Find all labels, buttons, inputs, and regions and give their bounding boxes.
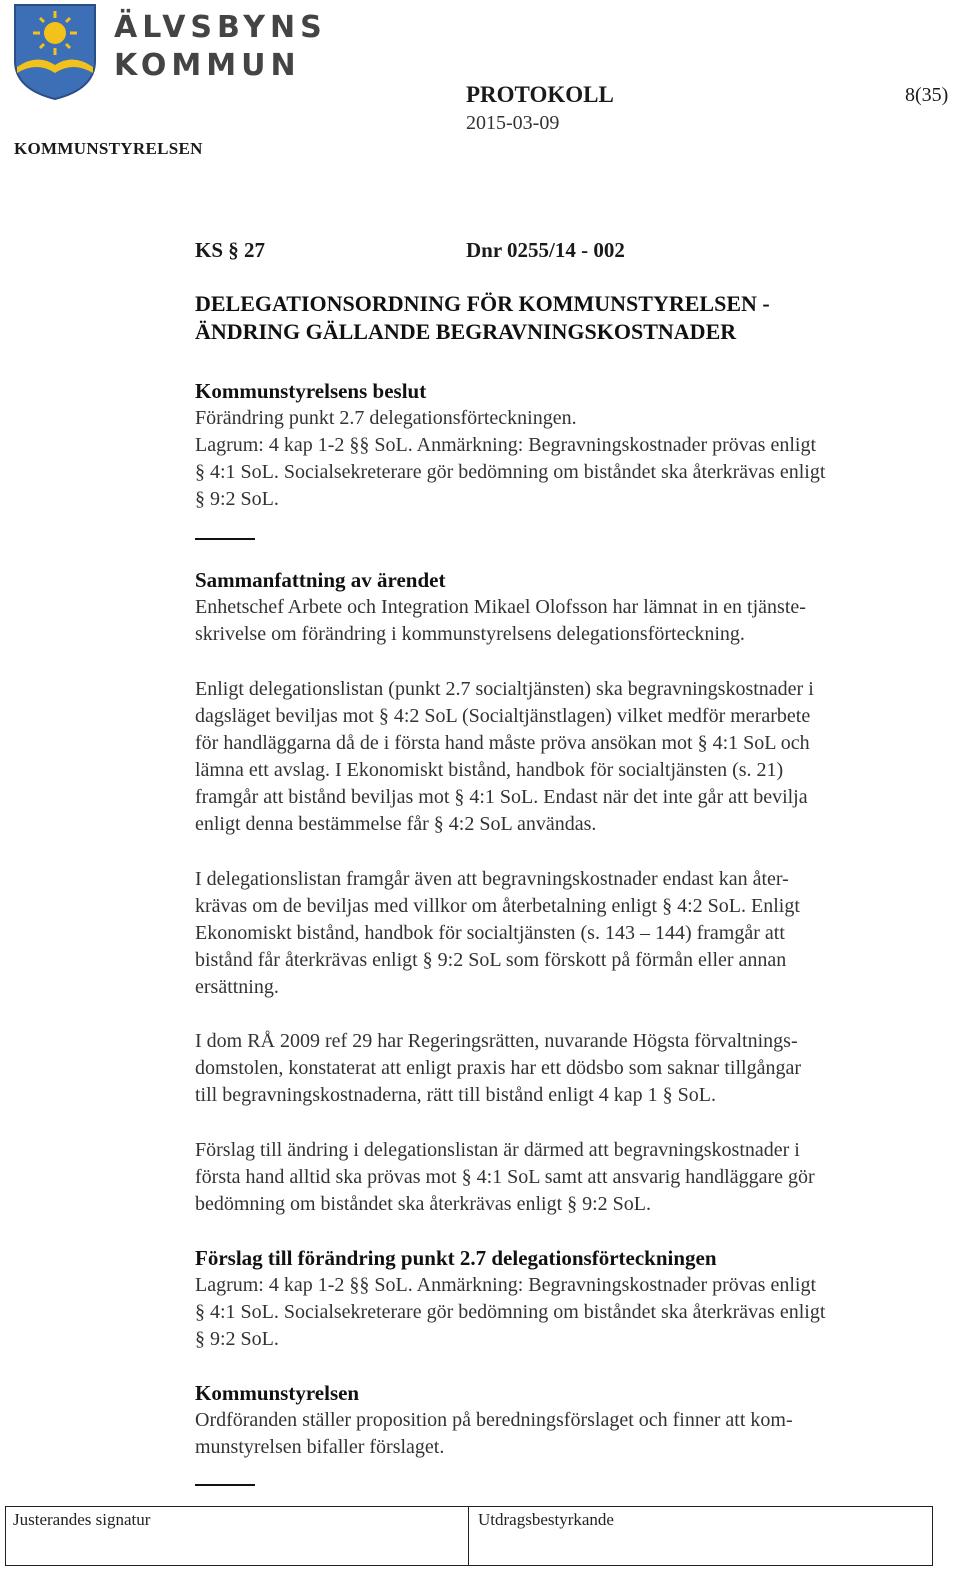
board-line: munstyrelsen bifaller förslaget.: [195, 1436, 445, 1458]
decision-line: § 4:1 SoL. Socialsekreterare gör bedömning om biståndet ska återkrävas enligt: [195, 461, 826, 483]
summary-line: för handläggarna då de i första hand måste pröva ansökan mot § 4:1 SoL och: [195, 732, 810, 754]
page-number: 8(35): [905, 84, 949, 106]
summary-heading: Sammanfattning av ärendet: [195, 568, 446, 592]
signature-label: Justerandes signatur: [13, 1510, 151, 1529]
proposal-heading: Förslag till förändring punkt 2.7 delegationsförteckningen: [195, 1246, 717, 1270]
proposal-line: § 9:2 SoL.: [195, 1328, 279, 1350]
footer-divider: [468, 1507, 469, 1565]
extract-certification-label: Utdragsbestyrkande: [478, 1510, 614, 1529]
proposal-line: Lagrum: 4 kap 1-2 §§ SoL. Anmärkning: Begravningskostnader prövas enligt: [195, 1274, 817, 1296]
summary-section: [195, 567, 930, 648]
summary-line: domstolen, konstaterat att enligt praxis har ett dödsbo som saknar tillgångar: [195, 1057, 801, 1079]
proposal-section: [195, 1245, 930, 1353]
decision-line: Lagrum: 4 kap 1-2 §§ SoL. Anmärkning: Begravningskostnader prövas enligt: [195, 434, 817, 456]
municipality-shield-logo: [13, 3, 97, 101]
decision-section: [195, 378, 930, 513]
summary-line: dagsläget beviljas mot § 4:2 SoL (Socialtjänstlagen) vilket medför merarbete: [195, 705, 811, 727]
summary-line: bistånd får återkrävas enligt § 9:2 SoL som förskott på förmån eller annan: [195, 949, 787, 971]
case-title: [195, 290, 770, 346]
summary-line: enligt denna bestämmelse får § 4:2 SoL användas.: [195, 813, 597, 835]
case-number: Dnr 0255/14 - 002: [466, 238, 625, 262]
summary-line: första hand alltid ska prövas mot § 4:1 SoL samt att ansvarig handläggare gör: [195, 1166, 815, 1188]
decision-line: Förändring punkt 2.7 delegationsförteckningen.: [195, 407, 577, 429]
summary-line: till begravningskostnaderna, rätt till bistånd enligt 4 kap 1 § SoL.: [195, 1084, 717, 1106]
meeting-date: 2015-03-09: [466, 112, 560, 134]
summary-line: krävas om de beviljas med villkor om återbetalning enligt § 4:2 SoL. Enligt: [195, 895, 800, 917]
logo-wordmark-line1: ÄLVSBYNS: [114, 10, 327, 45]
summary-line: bedömning om biståndet ska återkrävas enligt § 9:2 SoL.: [195, 1193, 652, 1215]
summary-line: I delegationslistan framgår även att begravningskostnader endast kan åter-: [195, 868, 789, 890]
proposal-line: § 4:1 SoL. Socialsekreterare gör bedömning om biståndet ska återkrävas enligt: [195, 1301, 826, 1323]
organization-name: KOMMUNSTYRELSEN: [14, 139, 203, 158]
signature-footer: [5, 1506, 933, 1566]
document-type: PROTOKOLL: [466, 82, 614, 107]
summary-line: I dom RÅ 2009 ref 29 har Regeringsrätten, nuvarande Högsta förvaltnings-: [195, 1030, 798, 1052]
case-title-line: ÄNDRING GÄLLANDE BEGRAVNINGSKOSTNADER: [195, 319, 737, 344]
summary-line: skrivelse om förändring i kommunstyrelsens delegationsförteckning.: [195, 623, 745, 645]
board-heading: Kommunstyrelsen: [195, 1381, 360, 1405]
board-section: [195, 1380, 930, 1461]
summary-line: Enhetschef Arbete och Integration Mikael Olofsson har lämnat in en tjänste-: [195, 596, 806, 618]
board-line: Ordföranden ställer proposition på beredningsförslaget och finner att kom-: [195, 1409, 793, 1431]
summary-line: Enligt delegationslistan (punkt 2.7 socialtjänsten) ska begravningskostnader i: [195, 678, 814, 700]
summary-line: Förslag till ändring i delegationslistan är därmed att begravningskostnader i: [195, 1139, 800, 1161]
decision-heading: Kommunstyrelsens beslut: [195, 379, 427, 403]
summary-line: ersättning.: [195, 976, 279, 998]
summary-line: lämna ett avslag. I Ekonomiskt bistånd, handbok för socialtjänsten (s. 21): [195, 759, 784, 781]
logo-wordmark-line2: KOMMUN: [114, 48, 301, 83]
summary-paragraph-2: [195, 676, 930, 838]
summary-line: Ekonomiskt bistånd, handbok för socialtjänsten (s. 143 – 144) framgår att: [195, 922, 785, 944]
summary-paragraph-3: [195, 866, 930, 1001]
summary-line: framgår att bistånd beviljas mot § 4:1 SoL. Endast när det inte går att bevilja: [195, 786, 808, 808]
summary-paragraph-5: [195, 1137, 930, 1218]
summary-paragraph-4: [195, 1028, 930, 1109]
section-divider: [195, 538, 255, 540]
section-divider: [195, 1484, 255, 1486]
case-title-line: DELEGATIONSORDNING FÖR KOMMUNSTYRELSEN -: [195, 291, 770, 316]
paragraph-number: KS § 27: [195, 238, 266, 262]
decision-line: § 9:2 SoL.: [195, 488, 279, 510]
